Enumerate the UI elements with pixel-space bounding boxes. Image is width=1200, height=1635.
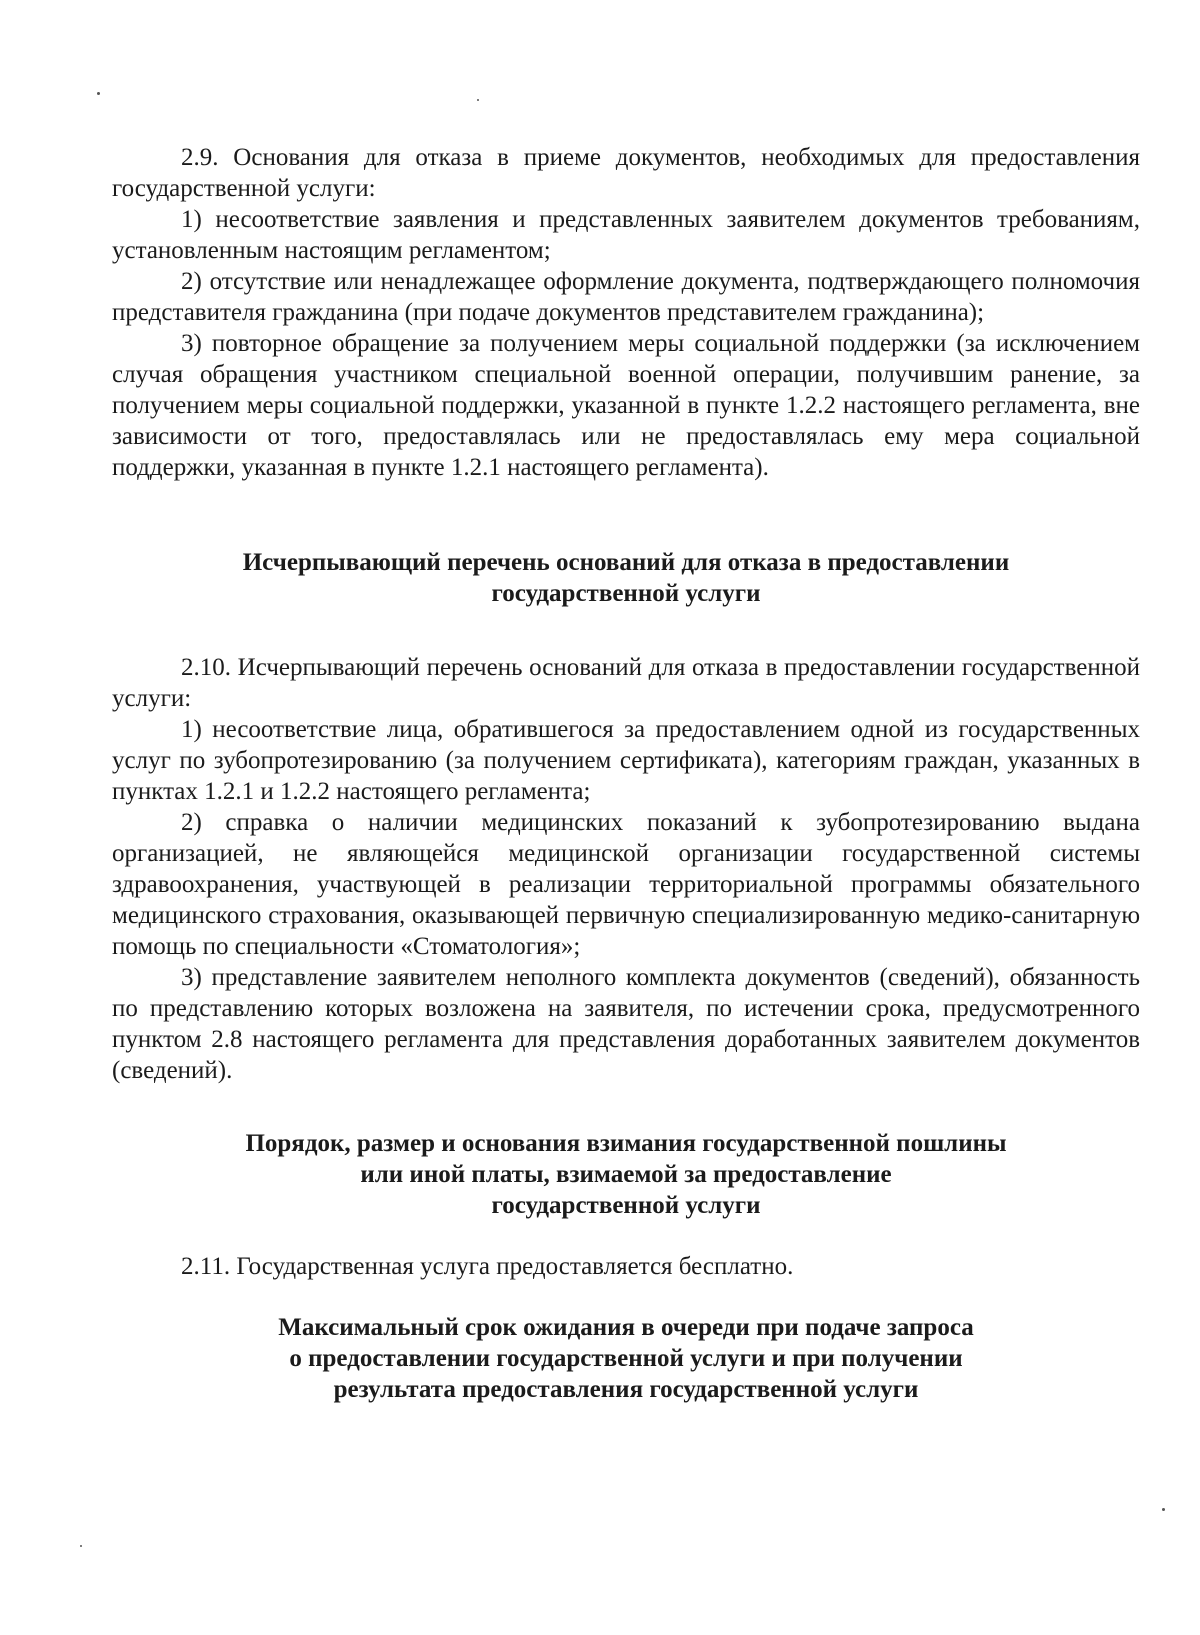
list-item: 2) отсутствие или ненадлежащее оформление документа, подтверждающего полномочия представителя гражданина (при подаче документов представителем гражданина); bbox=[112, 268, 1140, 326]
section-2-9 bbox=[112, 142, 1140, 483]
paragraph-2-9-intro: 2.9. Основания для отказа в приеме документов, необходимых для предоставления государственной услуги: bbox=[112, 144, 1140, 202]
heading-state-fee: Порядок, размер и основания взимания государственной пошлины или иной платы, взимаемой за предоставление государственной услуги bbox=[245, 1130, 1007, 1219]
scan-speck bbox=[477, 99, 479, 101]
list-item: 1) несоответствие лица, обратившегося за предоставлением одной из государственных услуг по зубопротезированию (за получением сертификата), категориям граждан, указанных в пунктах 1.2.1 и 1.2.2 настоящего регламента; bbox=[112, 716, 1140, 805]
scan-speck bbox=[97, 92, 100, 95]
heading-max-wait-time: Максимальный срок ожидания в очереди при подаче запроса о предоставлении государственной услуги и при получении результата предоставления государственной услуги bbox=[278, 1314, 974, 1403]
list-item: 1) несоответствие заявления и представленных заявителем документов требованиям, установленным настоящим регламентом; bbox=[112, 206, 1140, 264]
list-item: 2) справка о наличии медицинских показаний к зубопротезированию выдана организацией, не являющейся медицинской организации государственной системы здравоохранения, участвующей в реализации территориальной программы обязательного медицинского страхования, оказывающей первичную специализированную медико-санитарную помощь по специальности «Стоматология»; bbox=[112, 809, 1140, 960]
list-item: 3) представление заявителем неполного комплекта документов (сведений), обязанность по представлению которых возложена на заявителя, по истечении срока, предусмотренного пунктом 2.8 настоящего регламента для представления доработанных заявителем документов (сведений). bbox=[112, 964, 1140, 1084]
section-2-10 bbox=[112, 652, 1140, 1086]
scan-speck bbox=[80, 1545, 82, 1547]
paragraph-2-10-intro: 2.10. Исчерпывающий перечень оснований для отказа в предоставлении государственной услуги: bbox=[112, 654, 1140, 712]
paragraph-2-11: 2.11. Государственная услуга предоставляется бесплатно. bbox=[181, 1253, 794, 1280]
document-body bbox=[112, 142, 1140, 1405]
scan-speck bbox=[1162, 1508, 1165, 1511]
heading-refusal-grounds: Исчерпывающий перечень оснований для отказа в предоставлении государственной услуги bbox=[242, 549, 1010, 607]
list-item: 3) повторное обращение за получением меры социальной поддержки (за исключением случая обращения участником специальной военной операции, получившим ранение, за получением меры социальной поддержки, указанной в пункте 1.2.2 настоящего регламента, вне зависимости от того, предоставлялась или не предоставлялась ему мера социальной поддержки, указанная в пункте 1.2.1 настоящего регламента). bbox=[112, 330, 1140, 481]
